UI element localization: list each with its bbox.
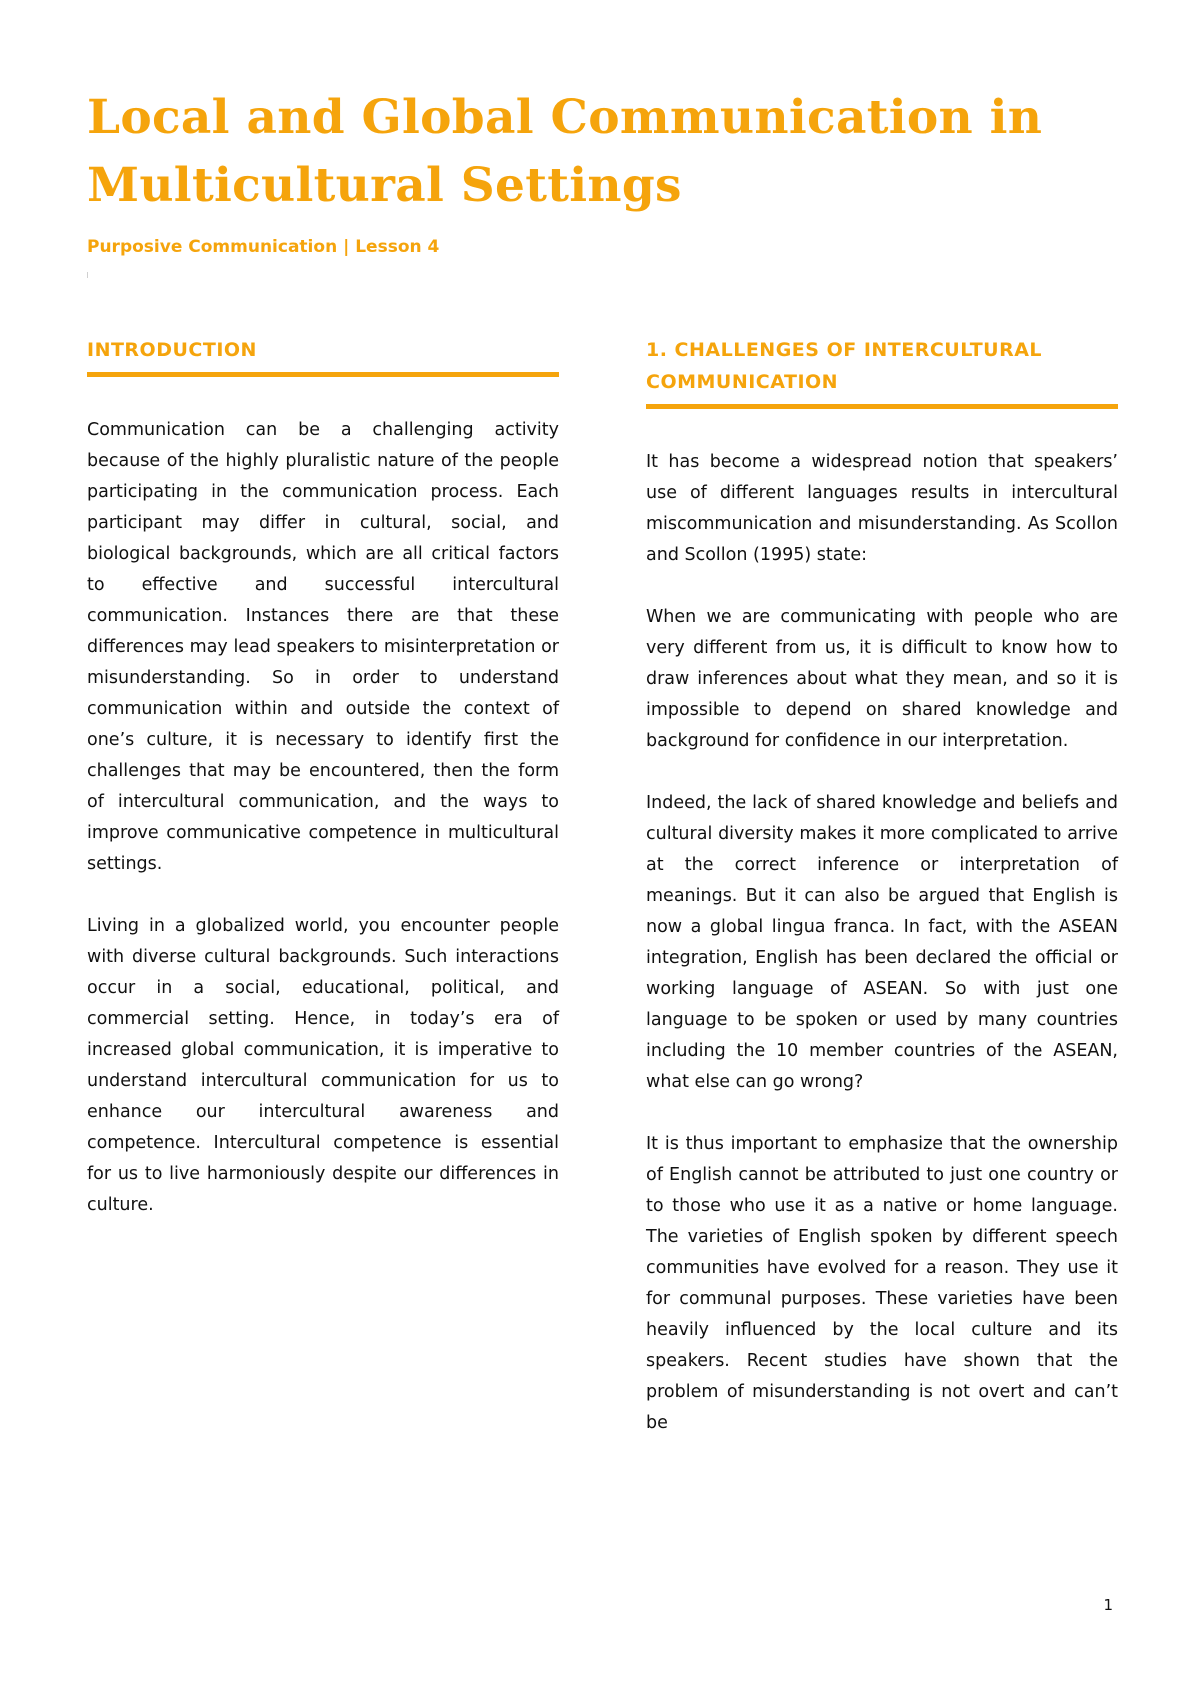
- introduction-paragraph-2: Living in a globalized world, you encounter people with diverse cultural backgrounds. Such interactions occur in a social, educational, political, and commercial setting. Hence, in today’s era of increased global communication, it is imperative to understand intercultural communication for us to enhance our intercultural awareness and competence. Intercultural competence is essential for us to live harmoniously despite our differences in culture.: [87, 916, 559, 1215]
- challenges-heading: 1. CHALLENGES OF INTERCULTURAL COMMUNICATION: [646, 339, 1043, 393]
- divider-mark: [87, 272, 88, 278]
- introduction-paragraph-1: Communication can be a challenging activity because of the highly pluralistic nature of the people participating in the communication process. Each participant may differ in cultural, social, and biological backgrounds, which are all critical factors to effective and successful intercultural communication. Instances there are that these differences may lead speakers to misinterpretation or misunderstanding. So in order to understand communication within and outside the context of one’s culture, it is necessary to identify first the challenges that may be encountered, then the form of intercultural communication, and the ways to improve communicative competence in multicultural settings.: [87, 420, 559, 874]
- document-title: Local and Global Communication in Multicultural Settings: [87, 90, 1043, 213]
- challenges-paragraph-3: Indeed, the lack of shared knowledge and beliefs and cultural diversity makes it more complicated to arrive at the correct inference or interpretation of meanings. But it can also be argued that English is now a global lingua franca. In fact, with the ASEAN integration, English has been declared the official or working language of ASEAN. So with just one language to be spoken or used by many countries including the 10 member countries of the ASEAN, what else can go wrong?: [646, 793, 1118, 1092]
- challenges-paragraph-1: It has become a widespread notion that speakers’ use of different languages results in intercultural miscommunication and misunderstanding. As Scollon and Scollon (1995) state:: [646, 452, 1118, 565]
- left-column: [87, 334, 559, 1252]
- page-number: 1: [1103, 1596, 1113, 1614]
- introduction-heading-rule: [87, 372, 559, 377]
- challenges-paragraph-4: It is thus important to emphasize that the ownership of English cannot be attributed to just one country or to those who use it as a native or home language. The varieties of English spoken by different speech communities have evolved for a reason. They use it for communal purposes. These varieties have been heavily influenced by the local culture and its speakers. Recent studies have shown that the problem of misunderstanding is not overt and can’t be: [646, 1134, 1118, 1433]
- challenges-heading-rule: [646, 404, 1118, 409]
- right-column: [646, 334, 1118, 1470]
- challenges-quote-paragraph: When we are communicating with people who are very different from us, it is difficult to know how to draw inferences about what they mean, and so it is impossible to depend on shared knowledge and background for confidence in our interpretation.: [646, 607, 1118, 751]
- introduction-heading: INTRODUCTION: [87, 339, 257, 361]
- document-subtitle: Purposive Communication | Lesson 4: [87, 237, 440, 257]
